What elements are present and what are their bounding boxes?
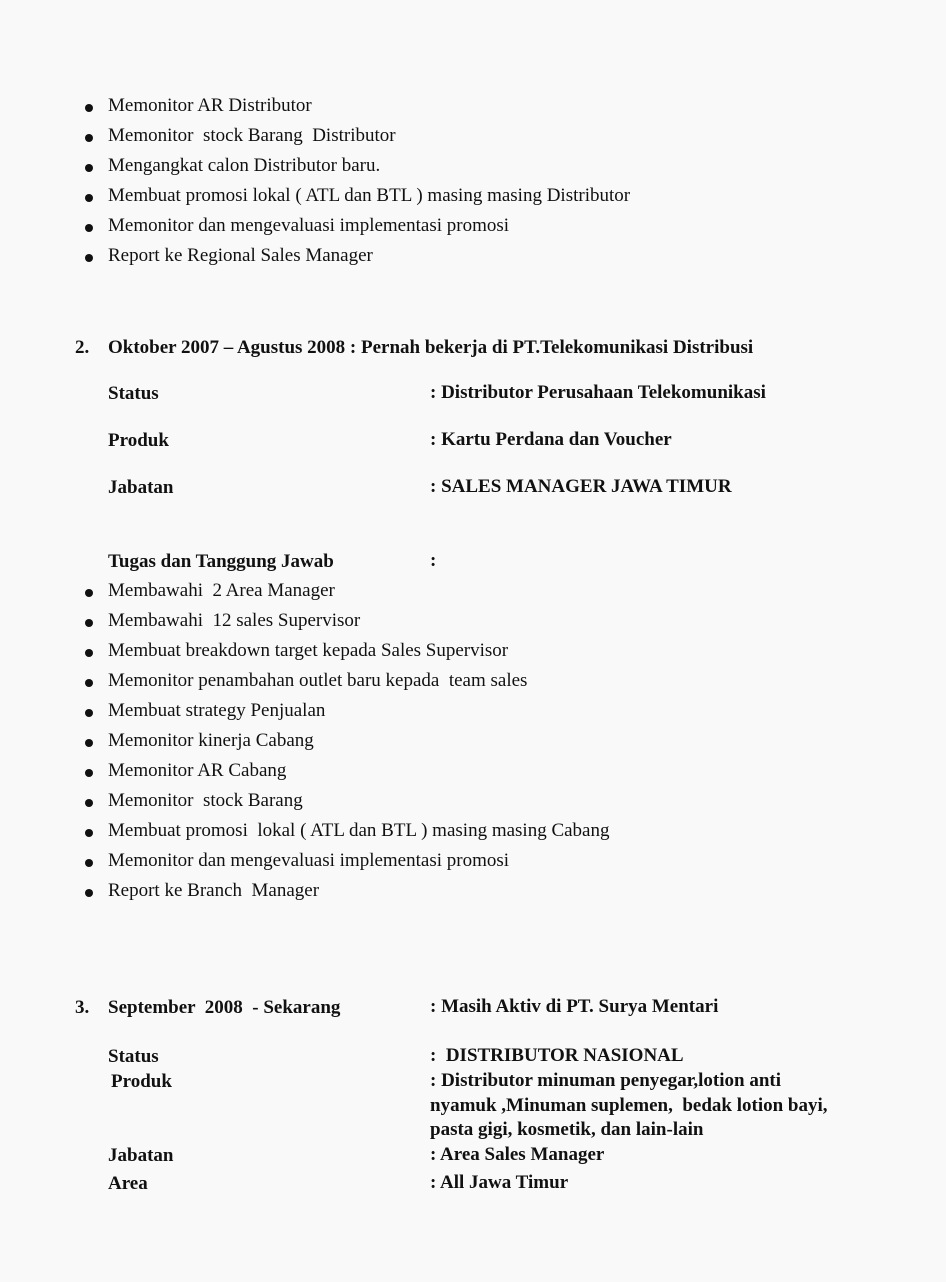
section-2-bullet-item <box>0 820 946 850</box>
section-3-heading: September 2008 - Sekarang <box>108 997 341 1018</box>
section-3-produk-value-line-1: : Distributor minuman penyegar,lotion anti <box>430 1070 782 1091</box>
section-3-status-value: : DISTRIBUTOR NASIONAL <box>430 1045 684 1066</box>
bullet-dot-icon <box>85 889 93 897</box>
section-2-bullet-item <box>0 670 946 700</box>
section-2-bullet-item-label: Membawahi 2 Area Manager <box>108 580 335 601</box>
section-3-number: 3. <box>75 997 90 1018</box>
section-2-bullet-item-label: Membawahi 12 sales Supervisor <box>108 610 361 631</box>
bullet-dot-icon <box>85 224 93 232</box>
section-2-bullet-item-label: Membuat breakdown target kepada Sales Supervisor <box>108 640 509 661</box>
top-bullet-item-label: Mengangkat calon Distributor baru. <box>108 155 381 176</box>
section-3-heading-value: : Masih Aktiv di PT. Surya Mentari <box>430 996 719 1017</box>
section-2-bullet-item-label: Memonitor kinerja Cabang <box>108 730 314 751</box>
section-3-produk-value-line-3: pasta gigi, kosmetik, dan lain-lain <box>430 1119 704 1140</box>
bullet-dot-icon <box>85 164 93 172</box>
top-bullet-item <box>0 215 946 245</box>
section-2-bullet-item <box>0 850 946 880</box>
section-2-bullet-item <box>0 610 946 640</box>
bullet-dot-icon <box>85 709 93 717</box>
section-2-produk-label: Produk <box>108 430 169 451</box>
bullet-dot-icon <box>85 104 93 112</box>
section-3-area-label: Area <box>108 1173 148 1194</box>
section-3-jabatan-value: : Area Sales Manager <box>430 1144 605 1165</box>
top-bullet-item <box>0 95 946 125</box>
section-2-bullet-item <box>0 880 946 910</box>
top-bullet-item <box>0 125 946 155</box>
section-2-status-value: : Distributor Perusahaan Telekomunikasi <box>430 382 766 403</box>
section-2-bullet-item-label: Report ke Branch Manager <box>108 880 320 901</box>
section-2-bullet-item <box>0 580 946 610</box>
section-2-status-label: Status <box>108 383 159 404</box>
top-bullet-item <box>0 185 946 215</box>
section-3-area-value: : All Jawa Timur <box>430 1172 569 1193</box>
section-2-tugas-colon: : <box>430 550 437 571</box>
top-bullet-list <box>0 95 946 275</box>
section-2-produk-value: : Kartu Perdana dan Voucher <box>430 429 672 450</box>
section-2-bullet-item-label: Memonitor dan mengevaluasi implementasi promosi <box>108 850 510 871</box>
section-2-bullet-item-label: Membuat strategy Penjualan <box>108 700 326 721</box>
bullet-dot-icon <box>85 769 93 777</box>
section-3-produk-value-line-2: nyamuk ,Minuman suplemen, bedak lotion bayi, <box>430 1095 828 1116</box>
section-2-number: 2. <box>75 337 90 358</box>
section-2-bullet-item <box>0 760 946 790</box>
bullet-dot-icon <box>85 134 93 142</box>
section-2-bullet-item <box>0 790 946 820</box>
top-bullet-item-label: Memonitor AR Distributor <box>108 95 312 116</box>
bullet-dot-icon <box>85 859 93 867</box>
bullet-dot-icon <box>85 649 93 657</box>
top-bullet-item-label: Membuat promosi lokal ( ATL dan BTL ) masing masing Distributor <box>108 185 631 206</box>
section-2-bullet-item-label: Memonitor penambahan outlet baru kepada team sales <box>108 670 528 691</box>
bullet-dot-icon <box>85 254 93 262</box>
top-bullet-item <box>0 245 946 275</box>
top-bullet-item <box>0 155 946 185</box>
section-2-bullet-item <box>0 640 946 670</box>
section-2-tugas-label: Tugas dan Tanggung Jawab <box>108 551 334 572</box>
section-2-jabatan-label: Jabatan <box>108 477 174 498</box>
top-bullet-item-label: Memonitor stock Barang Distributor <box>108 125 396 146</box>
section-2-jabatan-value: : SALES MANAGER JAWA TIMUR <box>430 476 732 497</box>
section-2-bullet-item-label: Memonitor AR Cabang <box>108 760 287 781</box>
section-2-heading: Oktober 2007 – Agustus 2008 : Pernah bekerja di PT.Telekomunikasi Distribusi <box>108 337 754 358</box>
bullet-dot-icon <box>85 589 93 597</box>
section-2-bullet-item-label: Memonitor stock Barang <box>108 790 303 811</box>
top-bullet-item-label: Report ke Regional Sales Manager <box>108 245 373 266</box>
section-3-status-label: Status <box>108 1046 159 1067</box>
bullet-dot-icon <box>85 194 93 202</box>
section-2-bullet-list <box>0 580 946 910</box>
top-bullet-item-label: Memonitor dan mengevaluasi implementasi promosi <box>108 215 510 236</box>
bullet-dot-icon <box>85 619 93 627</box>
section-2-bullet-item <box>0 700 946 730</box>
bullet-dot-icon <box>85 739 93 747</box>
bullet-dot-icon <box>85 679 93 687</box>
bullet-dot-icon <box>85 829 93 837</box>
section-3-jabatan-label: Jabatan <box>108 1145 174 1166</box>
section-2-bullet-item <box>0 730 946 760</box>
bullet-dot-icon <box>85 799 93 807</box>
section-2-bullet-item-label: Membuat promosi lokal ( ATL dan BTL ) masing masing Cabang <box>108 820 610 841</box>
section-3-produk-label: Produk <box>111 1071 172 1092</box>
